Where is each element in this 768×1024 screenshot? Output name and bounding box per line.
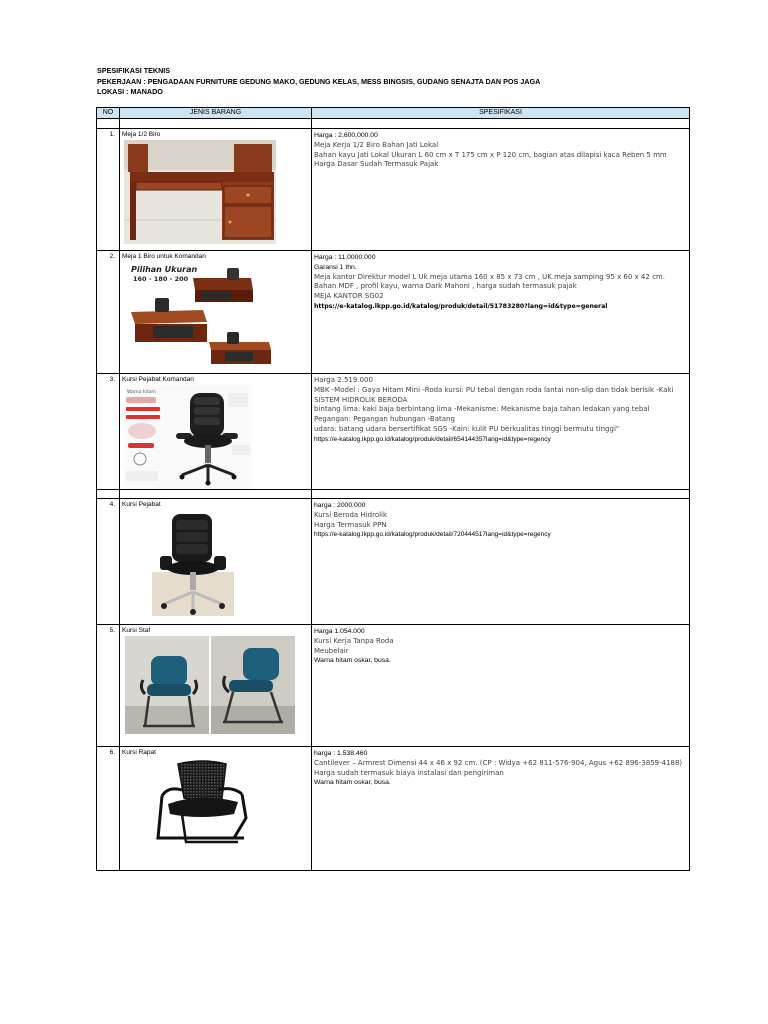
- spec-line: MEJA KANTOR SG02: [314, 292, 384, 301]
- color-label: Warna hitam: [127, 390, 156, 395]
- size-options-label: Pilihan Ukuran: [131, 265, 198, 274]
- spec-line: Kursi Kerja Tanpa Roda: [314, 636, 394, 645]
- item-number: 4.: [97, 499, 120, 625]
- item-number: 3.: [97, 374, 120, 490]
- spec-line: MBK -Model : Gaya Hitam Mini -Roda kursi: PU tebal dengan roda lantai non-slip dan tidak berisik -Kaki SISTEM HIDROLIK BERODA: [314, 385, 674, 404]
- price: Harga : 2,600,000.00: [314, 132, 378, 139]
- price: Harga 1.054.000: [314, 628, 365, 635]
- price: harga : 2000.000: [314, 502, 366, 509]
- spec-line: Harga sudah termasuk biaya instalasi dan pengiriman: [314, 768, 504, 777]
- header-location: LOKASI : MANADO: [97, 87, 163, 96]
- item-name: Kursi Rapat: [122, 749, 156, 756]
- item-number: 5.: [97, 625, 120, 747]
- spec-line: bintang lima: kaki baja berbintang lima -Mekanisme: Mekanisme baja tahan ledakan yang tebal: [314, 405, 650, 414]
- spec-line: Harga Termasuk PPN: [314, 520, 387, 529]
- price: harga : 1.538.460: [314, 750, 368, 757]
- spec-table: [96, 107, 690, 871]
- spec-cell: [312, 499, 690, 625]
- item-name: Kursi Pejabat: [122, 501, 161, 508]
- col-no: NO: [97, 108, 120, 119]
- item-number: 1.: [97, 129, 120, 251]
- item-cell: [120, 374, 312, 490]
- table-row: [97, 625, 690, 747]
- table-header-row: [97, 108, 690, 119]
- meeting-chair-image: [148, 758, 258, 850]
- spec-line: Bahan MDF , profil kayu, warna Dark Mahoni , harga sudah termasuk pajak: [314, 282, 577, 291]
- warranty: Garansi 1 thn.: [314, 263, 357, 271]
- header-title: SPESIFIKASI TEKNIS: [97, 66, 171, 75]
- spec-line: Meja kantor Direktur model L Uk meja utama 160 x 85 x 73 cm , UK.meja samping 95 x 60 x 42 cm.: [314, 272, 665, 281]
- spec-cell: [312, 374, 690, 490]
- item-number: 6.: [97, 747, 120, 871]
- color-note: Warna hitam oskar, busa.: [314, 779, 391, 787]
- header-project: PEKERJAAN : PENGADAAN FURNITURE GEDUNG MAKO, GEDUNG KELAS, MESS BINGSIS, GUDANG SENAJTA DAN POS JAGA: [97, 76, 541, 86]
- office-chair-image: [152, 510, 234, 616]
- catalog-link[interactable]: https://e-katalog.lkpp.go.id/katalog/produk/detail/720444517lang=id&type=regency: [314, 531, 551, 539]
- spec-line: Meja Kerja 1/2 Biro Bahan Jati Lokal: [314, 140, 439, 149]
- table-row: [97, 747, 690, 871]
- spec-cell: [312, 129, 690, 251]
- col-item: JENIS BARANG: [120, 108, 312, 119]
- col-spec: SPESIFIKASI: [312, 108, 690, 119]
- gap-row: [97, 490, 690, 499]
- spec-line: Cantilever – Armrest Dimensi 44 x 46 x 92 cm. (CP : Widya +62 811-576-904, Agus +62 896-3859-4188): [314, 758, 683, 767]
- size-options-values: 160 - 180 - 200: [133, 275, 189, 283]
- spec-line: Kursi Beroda Hidrolik: [314, 510, 388, 519]
- item-cell: [120, 625, 312, 747]
- spec-line: Meubelair: [314, 646, 349, 655]
- color-note: Warna hitam oskar, busa.: [314, 657, 391, 665]
- catalog-link[interactable]: https://e-katalog.lkpp.go.id/katalog/produk/detail/654144357lang=id&type=regency: [314, 435, 551, 443]
- desk-image: [124, 140, 276, 244]
- table-row: [97, 251, 690, 374]
- item-name: Kursi Staf: [122, 627, 151, 634]
- item-number: 2.: [97, 251, 120, 374]
- executive-chair-image: [124, 385, 252, 489]
- spacer-row: [97, 119, 690, 129]
- document-header: [97, 66, 540, 98]
- spec-line: udara: batang udara bersertifikat SGS -Kain: kulit PU berkualitas tinggi bermutu tinggi": [314, 424, 620, 433]
- price: Harga 2.519.000: [314, 376, 373, 384]
- item-cell: [120, 251, 312, 374]
- spec-cell: [312, 251, 690, 374]
- item-cell: [120, 747, 312, 871]
- spec-cell: [312, 747, 690, 871]
- spec-line: Harga Dasar Sudah Termasuk Pajak: [314, 160, 439, 169]
- executive-desk-image: [127, 262, 275, 366]
- catalog-link[interactable]: https://e-katalog.lkpp.go.id/katalog/produk/detail/51783280?lang=id&type=general: [314, 302, 608, 310]
- spec-line: Bahan kayu Jati Lokal Ukuran L 60 cm x T 175 cm x P 120 cm, bagian atas dilapisi kaca Reben 5 mm: [314, 150, 667, 159]
- item-cell: [120, 499, 312, 625]
- item-name: Kursi Pejabat Komandan: [122, 376, 194, 383]
- table-row: [97, 374, 690, 490]
- table-row: [97, 129, 690, 251]
- item-name: Meja 1 Biro untuk Komandan: [122, 253, 206, 260]
- spec-line: Pegangan: Pegangan hubungan -Batang: [314, 415, 455, 424]
- item-cell: [120, 129, 312, 251]
- item-name: Meja 1/2 Biro: [122, 131, 161, 138]
- spec-cell: [312, 625, 690, 747]
- table-row: [97, 499, 690, 625]
- staff-chair-image: [125, 636, 295, 734]
- price: Harga : 11.0000.000: [314, 254, 376, 261]
